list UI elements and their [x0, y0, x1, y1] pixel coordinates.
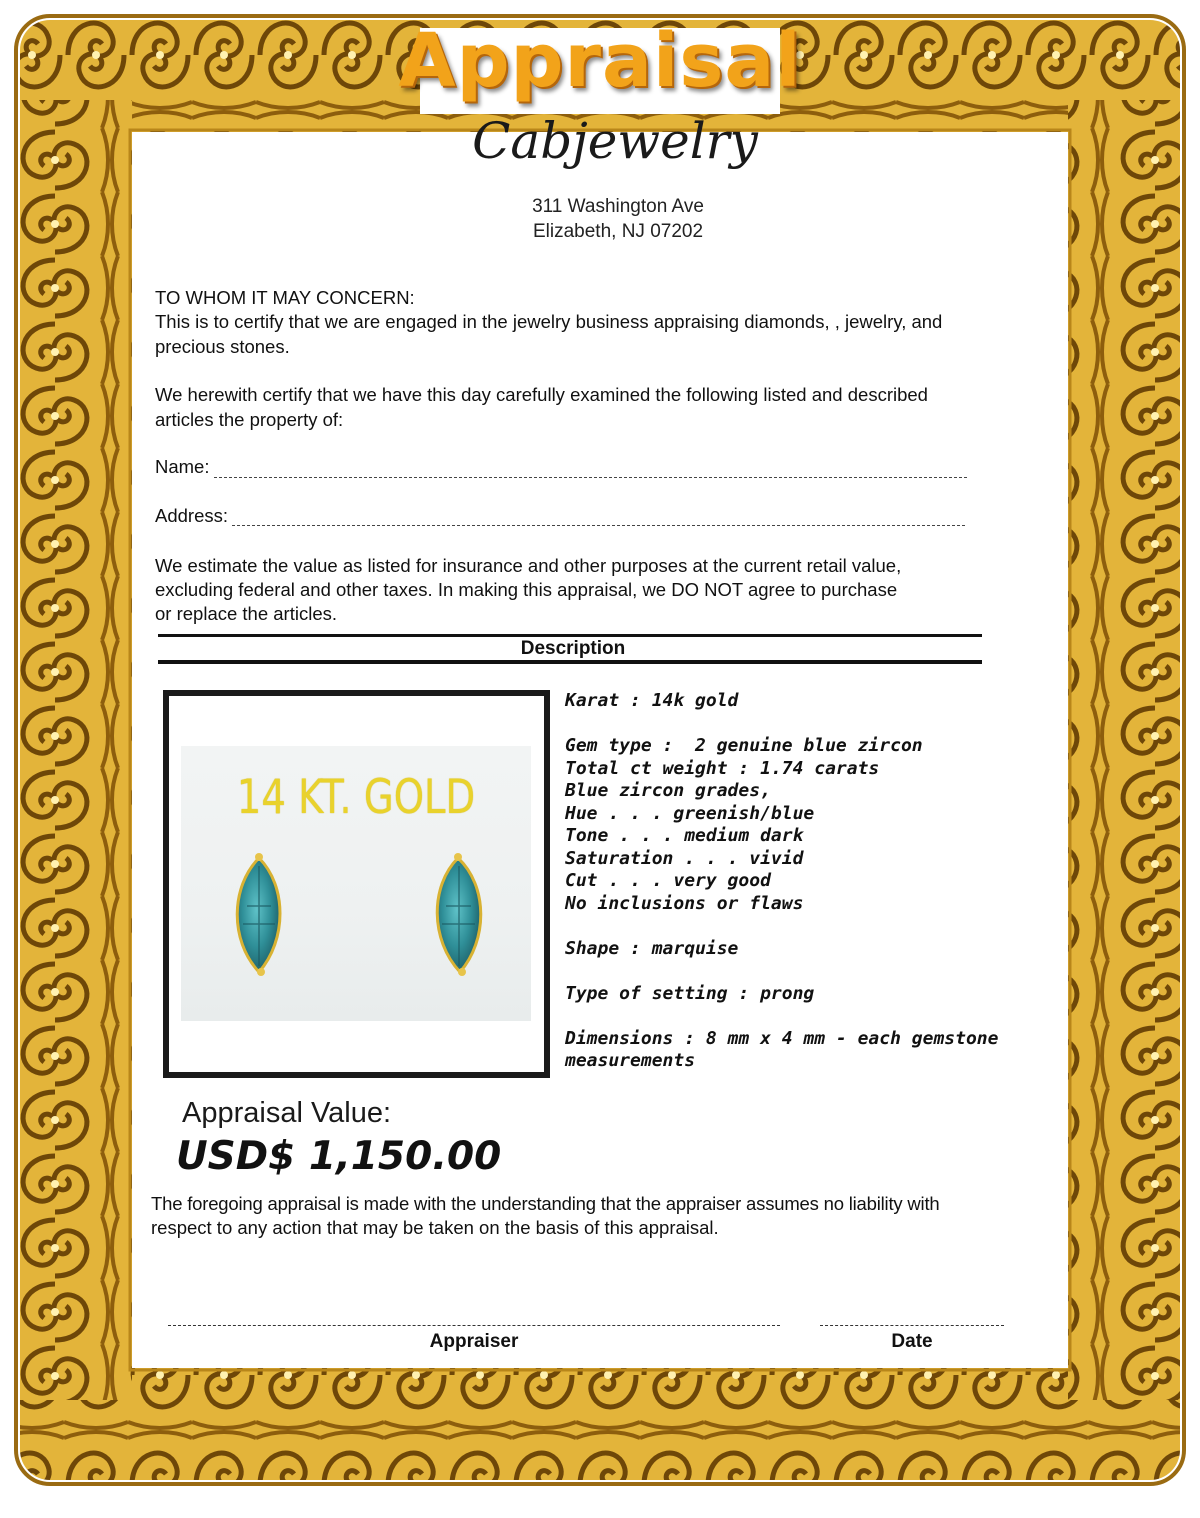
detail-line	[565, 960, 1085, 983]
detail-line: Gem type : 2 genuine blue zircon	[565, 735, 923, 756]
description-details	[565, 690, 1085, 1073]
detail-line: Type of setting : prong	[565, 982, 815, 1004]
detail-line: Blue zircon grades,	[565, 780, 771, 801]
description-heading: Description	[520, 638, 626, 659]
salutation: TO WHOM IT MAY CONCERN:	[155, 287, 415, 308]
disclaimer-line1: The foregoing appraisal is made with the understanding that the appraiser assumes no liability with	[151, 1193, 940, 1214]
estimate-line3: or replace the articles.	[155, 603, 338, 624]
detail-line	[565, 1005, 1085, 1028]
photo-gold-stamp: 14 KT. GOLD	[236, 770, 476, 825]
description-rule-bottom	[158, 660, 982, 664]
detail-line: Saturation . . . vivid	[565, 847, 804, 869]
company-address-line1: 311 Washington Ave	[532, 196, 704, 217]
address-label: Address:	[155, 505, 229, 526]
certify-paragraph: This is to certify that we are engaged in the jewelry business appraising diamonds, , jewelry, and precious stones.	[155, 311, 943, 357]
detail-line: measurements	[565, 1050, 696, 1071]
detail-line: Dimensions : 8 mm x 4 mm - each gemstone	[565, 1027, 999, 1049]
date-label: Date	[891, 1331, 933, 1352]
appraisal-value-amount: USD$ 1,150.00	[176, 1134, 502, 1179]
right-earring	[437, 853, 481, 976]
date-signature-line[interactable]	[820, 1325, 1004, 1326]
description-rule-top	[158, 634, 982, 637]
page-title: Appraisal	[398, 18, 802, 104]
name-label: Name:	[155, 456, 210, 477]
appraiser-label: Appraiser	[429, 1331, 519, 1352]
detail-line: Cut . . . very good	[565, 870, 771, 891]
appraisal-value-label: Appraisal Value:	[182, 1097, 392, 1129]
detail-line: Tone . . . medium dark	[565, 825, 804, 846]
disclaimer-line2: respect to any action that may be taken on the basis of this appraisal.	[151, 1217, 719, 1238]
detail-line: Karat : 14k gold	[565, 690, 739, 711]
company-address-line2: Elizabeth, NJ 07202	[532, 221, 704, 242]
estimate-line1: We estimate the value as listed for insurance and other purposes at the current retail value,	[155, 555, 902, 576]
company-name: Cabjewelry	[472, 112, 758, 170]
earrings-image	[181, 746, 531, 1021]
name-field-line[interactable]	[214, 477, 967, 478]
photo-card	[181, 746, 531, 1021]
examined-paragraph: We herewith certify that we have this day carefully examined the following listed and described articles the property of:	[155, 384, 928, 430]
detail-line: Hue . . . greenish/blue	[565, 802, 815, 824]
product-photo	[163, 690, 550, 1078]
detail-line	[565, 713, 1085, 736]
detail-line: Shape : marquise	[565, 937, 739, 959]
left-earring	[237, 853, 280, 976]
detail-line: No inclusions or flaws	[565, 892, 804, 914]
address-field-line[interactable]	[232, 525, 965, 526]
estimate-line2: excluding federal and other taxes. In making this appraisal, we DO NOT agree to purchase	[155, 579, 898, 600]
detail-line	[565, 915, 1085, 938]
appraiser-signature-line[interactable]	[168, 1325, 780, 1326]
detail-line: Total ct weight : 1.74 carats	[565, 757, 880, 779]
